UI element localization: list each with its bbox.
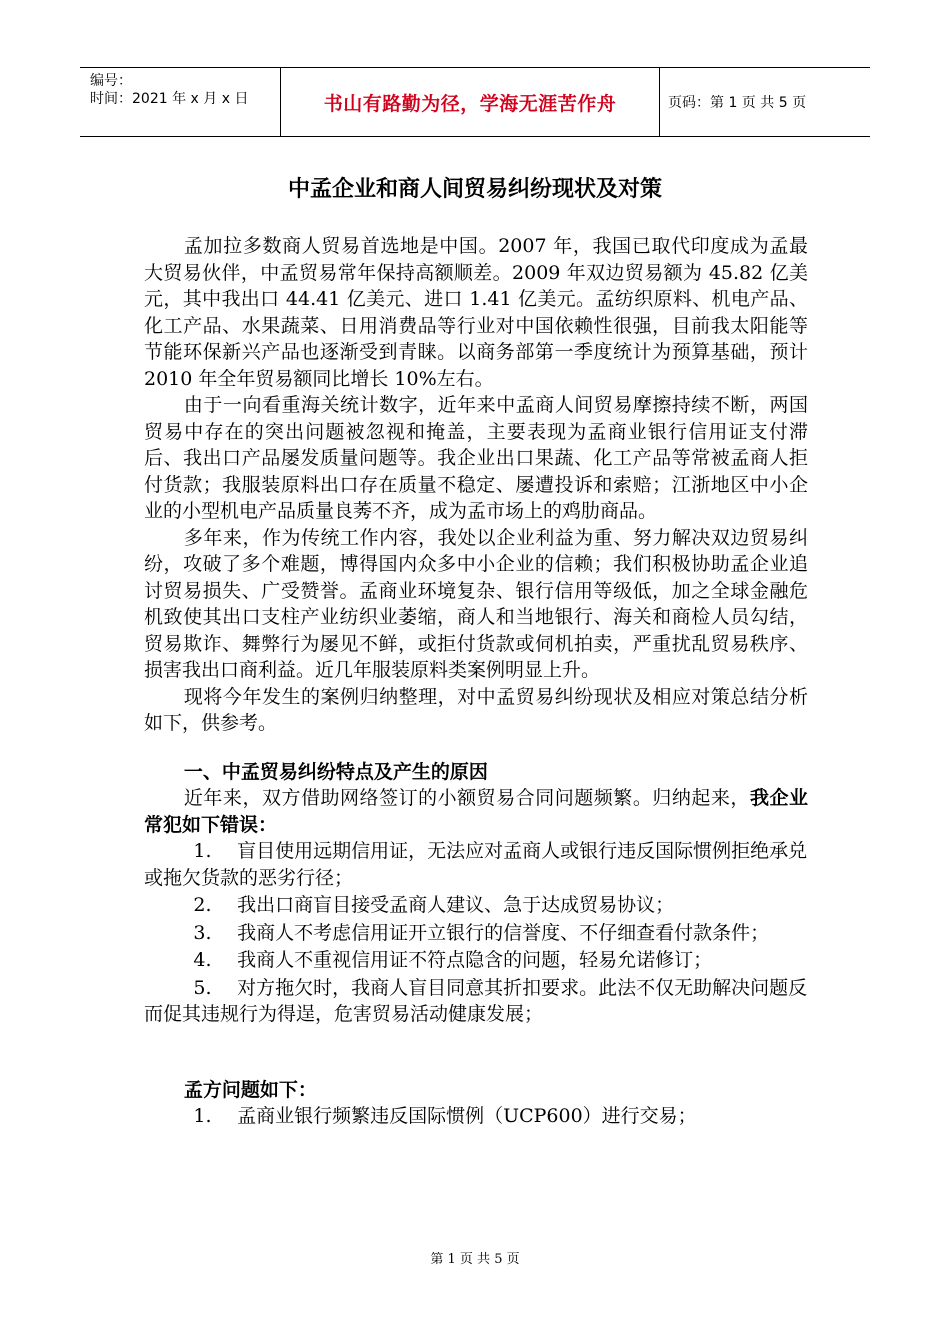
motto-text: 书山有路勤为径，学海无涯苦作舟 <box>323 92 617 115</box>
page-footer: 第 1 页 共 5 页 <box>430 1252 520 1267</box>
document-date-label: 时间：2021 年 x 月 x 日 <box>90 91 249 107</box>
paragraph: 孟加拉多数商人贸易首选地是中国。2007 年，我国已取代印度成为孟最大贸易伙伴，中孟贸易常年保持高额顺差。2009 年双边贸易额为 45.82 亿美元，其中我出口 44.41 亿美元、进口 1.41 亿美元。孟纺织原料、机电产品、化工产品、水果蔬菜、日用消费品等行业对中国依赖性很强，目前我太阳能等节能环保新兴产品也逐渐受到青睐。以商务部第一季度统计为预算基础，预计 2010 年全年贸易额同比增长 10%左右。 <box>144 235 808 390</box>
list-item <box>144 947 808 974</box>
list-text: 盲目使用远期信用证，无法应对孟商人或银行违反国际惯例拒绝承兑或拖欠货款的恶劣行径； <box>144 840 808 889</box>
list-text: 对方拖欠时，我商人盲目同意其折扣要求。此法不仅无助解决问题反而促其违规行为得逞，危害贸易活动健康发展； <box>144 976 808 1025</box>
list-text: 我商人不重视信用证不符点隐含的问题，轻易允诺修订； <box>237 949 713 971</box>
document-title: 中孟企业和商人间贸易纠纷现状及对策 <box>287 177 662 202</box>
list-item <box>144 1103 808 1130</box>
header-meta-cell <box>80 68 281 136</box>
list-item <box>144 920 808 947</box>
header-table <box>80 67 870 137</box>
list-number: 5. <box>193 976 212 999</box>
section-intro-text: 近年来，双方借助网络签订的小额贸易合同问题频繁。归纳起来， <box>183 787 750 809</box>
section-heading: 一、中孟贸易纠纷特点及产生的原因 <box>183 760 488 783</box>
list-number: 3. <box>193 921 212 944</box>
paragraph: 由于一向看重海关统计数字，近年来中孟商人间贸易摩擦持续不断，两国贸易中存在的突出问题被忽视和掩盖，主要表现为孟商业银行信用证支付滞后、我出口产品屡发质量问题等。我企业出口果蔬、化工产品等常被孟商人拒付货款；我服装原料出口存在质量不稳定、屡遭投诉和索赔；江浙地区中小企业的小型机电产品质量良莠不齐，成为孟市场上的鸡肋商品。 <box>144 394 808 522</box>
paragraph: 多年来，作为传统工作内容，我处以企业利益为重、努力解决双边贸易纠纷，攻破了多个难题，博得国内众多中小企业的信赖；我们积极协助孟企业追讨贸易损失、广受赞誉。孟商业环境复杂、银行信用等级低，加之全球金融危机致使其出口支柱产业纺织业萎缩，商人和当地银行、海关和商检人员勾结，贸易欺诈、舞弊行为屡见不鲜，或拒付货款或伺机拍卖，严重扰乱贸易秩序、损害我出口商利益。近几年服装原料类案例明显上升。 <box>144 526 808 681</box>
section-intro <box>144 785 808 838</box>
spacer <box>144 1029 808 1077</box>
list-item <box>144 892 808 919</box>
document-body <box>144 233 808 1131</box>
spacer <box>144 737 808 759</box>
list-text: 我出口商盲目接受孟商人建议、急于达成贸易协议； <box>237 894 675 916</box>
list-item <box>144 975 808 1028</box>
section-intro-bold: 我企业常犯如下错误： <box>144 787 808 836</box>
list-number: 1. <box>193 1105 212 1127</box>
header-motto-cell <box>281 68 660 136</box>
paragraph: 现将今年发生的案例归纳整理，对中孟贸易纠纷现状及相应对策总结分析如下，供参考。 <box>144 685 808 734</box>
list-text: 我商人不考虑信用证开立银行的信誉度、不仔细查看付款条件； <box>237 921 770 944</box>
page-info: 页码：第 1 页 共 5 页 <box>668 95 807 111</box>
document-number-label: 编号： <box>90 73 132 89</box>
header-page-cell <box>660 68 870 136</box>
list-text: 孟商业银行频繁违反国际惯例（UCP600）进行交易； <box>237 1105 697 1127</box>
list-number: 2. <box>193 894 212 916</box>
list-item <box>144 838 808 891</box>
list-number: 1. <box>193 840 212 862</box>
section-heading: 孟方问题如下： <box>183 1078 317 1101</box>
list-number: 4. <box>193 949 212 971</box>
